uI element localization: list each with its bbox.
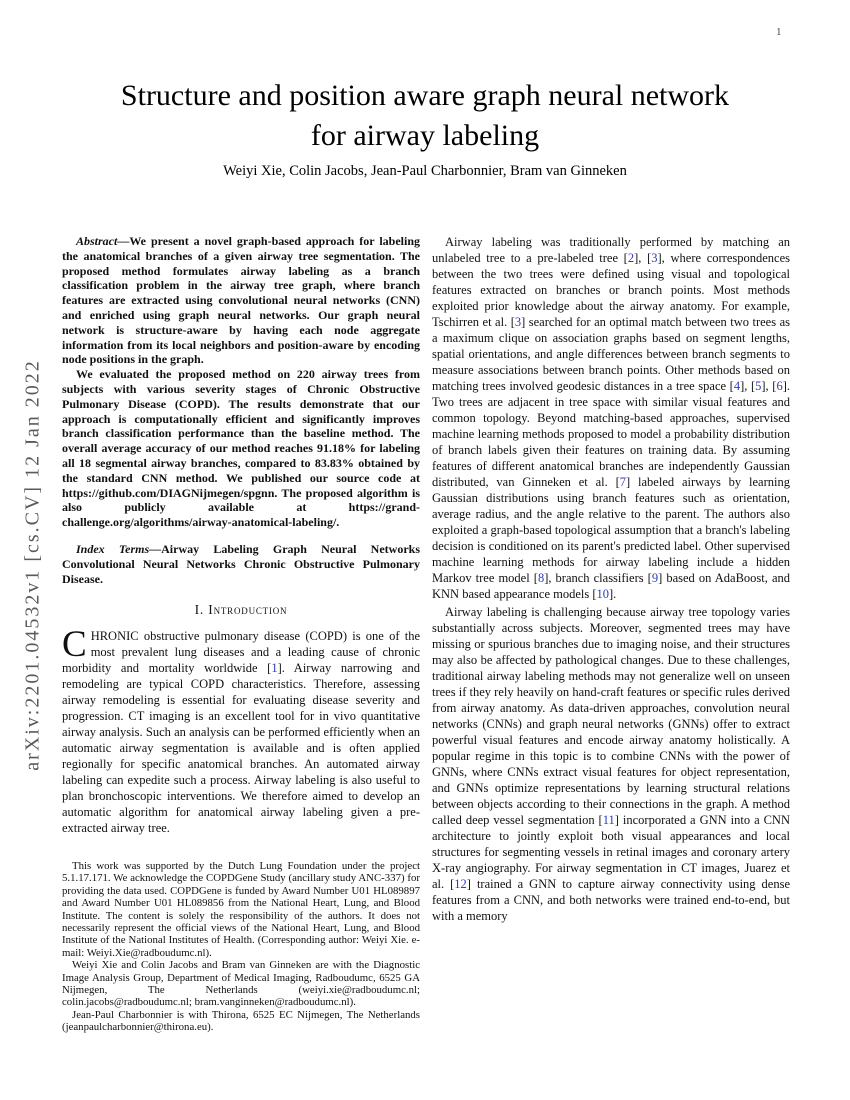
abstract-paragraph-1-text: We present a novel graph-based approach for labeling the anatomical branches of a given airway tree segmentation. The proposed method formulates airway labeling as a branch classification problem in the airway tree graph, where branch features are extracted using convolutional neural networks (CNN) and enriched using graph neural networks. Our graph neural network is structure-aware by having each node aggregate information from its local neighbors and position-aware by encoding node positions in the graph. bbox=[62, 234, 420, 367]
related-work-paragraph: Airway labeling was traditionally performed by matching an unlabeled tree to a pre-labeled tree [2], [3], where correspondences between the two trees were defined using visual and topological features extracted on branches or branch points. Most methods exploited prior knowledge about the airway anatomy. For example, Tschirren et al. [3] searched for an optimal match between two trees as a maximum clique on association graphs based on segment lengths, spatial orientations, and angle differences between branch segments to measure associations between branch points. Other methods based on matching trees involved geodesic distances in a tree space [4], [5], [6]. Two trees are adjacent in tree space with similar visual features and common topology. Beyond matching-based approaches, supervised machine learning methods proposed to model a probability distribution of branch labels given their features on training data. By assuming features of different anatomical branches are independently Gaussian distributed, van Ginneken et al. [7] labeled airways by learning Gaussian distributions using branch features such as orientation, average radius, and the angle relative to the parent. The authors also exploited a graph-based topological assumption that a branch's labeling decision is conditioned on its parent's predicted label. Other supervised machine learning methods for airway labeling include a hidden Markov tree model [8], branch classifiers [9] based on AdaBoost, and KNN based appearance models [10]. bbox=[432, 235, 791, 601]
drop-cap: C bbox=[62, 624, 87, 666]
paper-title-line-1: Structure and position aware graph neural network bbox=[120, 79, 730, 112]
footnote-affiliation-radboudumc: Weiyi Xie and Colin Jacobs and Bram van Ginneken are with the Diagnostic Image Analysis Group, Department of Medical Imaging, Radboudumc, 6525 GA Nijmegen, The Netherlands (weiyi.xie@radboudumc.nl; colin.jacobs@radboudumc.nl; bram.vanginneken@radboudumc.nl). bbox=[62, 959, 420, 1009]
footnote-funding: This work was supported by the Dutch Lung Foundation under the project 5.1.17.171. We acknowledge the COPDGene Study (ancillary study ANC-337) for providing the data used. COPDGene is funded by Award Number U01 HL089897 and Award Number U01 HL089856 from the National Heart, Lung, and Blood Institute. The content is solely the responsibility of the authors. It does not necessarily represent the official views of the National Heart, Lung, and Blood Institute of the National Institutes of Health. (Corresponding author: Weiyi Xie. e-mail: Weiyi.Xie@radboudumc.nl). bbox=[62, 860, 420, 959]
citation-link[interactable]: 12 bbox=[454, 877, 467, 891]
citation-link[interactable]: 9 bbox=[651, 571, 659, 585]
paper-title bbox=[0, 76, 850, 156]
challenges-paragraph: Airway labeling is challenging because airway tree topology varies substantially across subjects. Moreover, segmented trees may have missing or spurious branches due to imaging noise, and their structures may also be affected by pathological changes. Due to these challenges, traditional airway labeling methods may not generalize well on unseen trees if they rely heavily on hand-craft features or specific rules derived from airway anatomy. As data-driven approaches, convolution neural networks (CNNs) and graph neural networks (GNNs) offer to extract powerful visual features and encode airway anatomy holistically. A popular regime in this topic is to combine CNNs with the power of GNNs, where CNNs extract visual features for object representation, and GNNs optimize representations by learning structural relations between objects according to their connections in the graph. A method called deep vessel segmentation [11] incorporated a GNN into a CNN architecture to jointly exploit both visual appearances and local structures for segmenting vessels in retinal images and coronary artery X-ray angiography. For airway segmentation in CT images, Juarez et al. [12] trained a GNN to capture airway connectivity using dense features from a CNN, and both networks were trained end-to-end, but with a memory bbox=[432, 605, 790, 923]
intro-paragraph-text: HRONIC obstructive pulmonary disease (COPD) is one of the most prevalent lung diseases and a leading cause of chronic morbidity and mortality worldwide [1]. Airway narrowing and remodeling are typical COPD characteristics. Therefore, assessing airway remodeling is essential for evaluating disease severity and progression. CT imaging is an excellent tool for in vivo quantitative airway analysis. Such an analysis can be performed efficiently when an automatic airway segmentation is available and is often applied regionally for specific anatomical branches. An automated airway labeling can expedite such a process. Airway labeling is also useful to plan bronchoscopic interventions. We therefore aimed to develop an automatic algorithm for anatomical airway labeling given a pre-extracted airway tree. bbox=[62, 629, 420, 836]
left-column bbox=[62, 234, 420, 836]
section-heading-introduction: I. Introduction bbox=[194, 602, 288, 618]
authors-line: Weiyi Xie, Colin Jacobs, Jean-Paul Charbonnier, Bram van Ginneken bbox=[223, 163, 627, 179]
footnote-affiliation-thirona: Jean-Paul Charbonnier is with Thirona, 6525 EC Nijmegen, The Netherlands (jeanpaulcharbonnier@thirona.eu). bbox=[62, 1008, 420, 1034]
citation-link[interactable]: 8 bbox=[537, 571, 545, 585]
right-column bbox=[432, 234, 790, 926]
citation-link[interactable]: 3 bbox=[651, 251, 658, 265]
citation-link[interactable]: 10 bbox=[596, 587, 610, 601]
footnote-block bbox=[62, 860, 420, 1034]
citation-link[interactable]: 3 bbox=[514, 315, 522, 329]
intro-paragraph bbox=[62, 624, 420, 836]
citation-link[interactable]: 11 bbox=[602, 813, 615, 827]
abstract-paragraph-2: We evaluated the proposed method on 220 airway trees from subjects with various severity stages of Chronic Obstructive Pulmonary Disease (COPD). The results demonstrate that our approach is computationally efficient and significantly improves branch classification performance than the baseline method. The overall average accuracy of our method reaches 91.18% for labeling all 18 segmental airway branches, compared to 83.83% obtained by the standard CNN method. We published our source code at https://github.com/DIAGNijmegen/spgnn. The proposed algorithm is also publicly available at https://grand-challenge.org/algorithms/airway-anatomical-labeling/. bbox=[62, 367, 420, 530]
citation-link[interactable]: 2 bbox=[627, 251, 635, 265]
citation-link[interactable]: 1 bbox=[271, 661, 278, 676]
citation-link[interactable]: 7 bbox=[619, 475, 627, 489]
abstract-label: Abstract— bbox=[76, 234, 130, 248]
index-terms bbox=[62, 542, 420, 586]
abstract-paragraph-1 bbox=[62, 234, 420, 367]
page-number: 1 bbox=[776, 26, 782, 38]
paper-title-line-2: for airway labeling bbox=[310, 119, 540, 152]
citation-link[interactable]: 5 bbox=[755, 379, 762, 393]
citation-link[interactable]: 6 bbox=[776, 379, 783, 393]
arxiv-watermark: arXiv:2201.04532v1 [cs.CV] 12 Jan 2022 bbox=[21, 359, 44, 771]
index-terms-label: Index Terms— bbox=[76, 541, 162, 556]
citation-link[interactable]: 4 bbox=[733, 379, 741, 393]
index-terms-text: Airway Labeling Graph Neural Networks Convolutional Neural Networks Chronic Obstructive Pulmonary Disease. bbox=[62, 541, 420, 586]
